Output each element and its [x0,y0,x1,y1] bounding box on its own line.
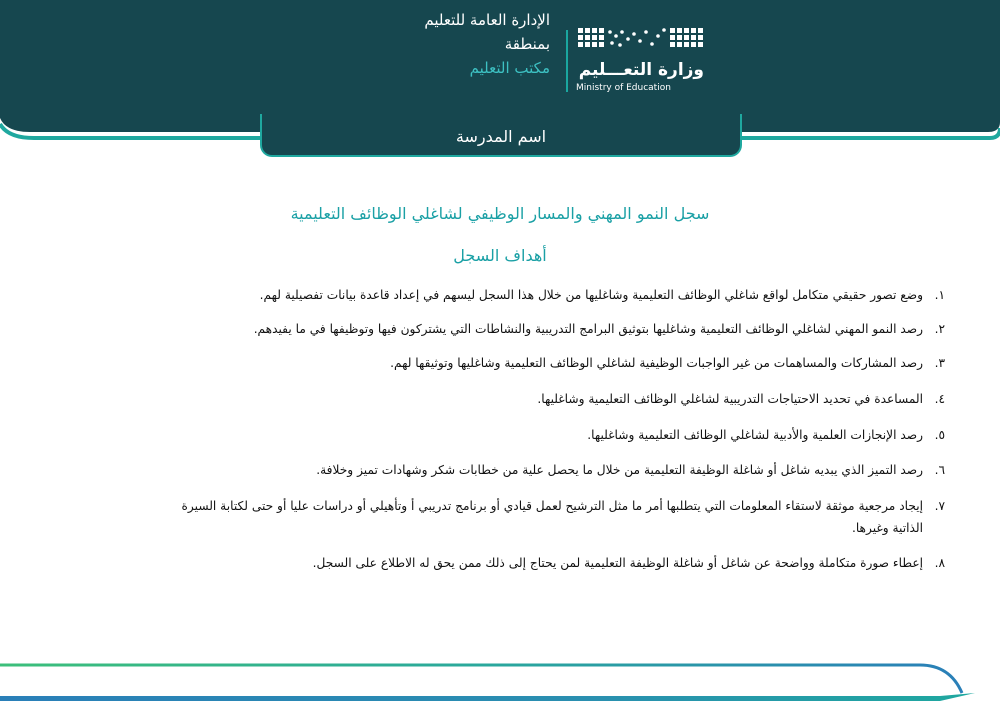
goal-item [160,284,945,306]
school-name-tab [260,114,742,157]
ministry-logo [576,24,704,94]
footer-decoration [0,655,1000,706]
goal-number: ٥. [934,428,945,442]
goal-text: رصد التميز الذي يبديه شاغل أو شاغلة الوظيفة التعليمية من خلال ما يحصل علية من خطابات شكر وشهادات تميز وخلافة. [316,463,923,477]
school-name-label: اسم المدرسة [455,127,547,146]
logo-dots-icon [576,24,704,54]
goal-text: المساعدة في تحديد الاحتياجات التدريبية لشاغلي الوظائف التعليمية وشاغليها. [537,392,923,406]
admin-line-general-directorate: الإدارة العامة للتعليم [424,11,550,29]
goal-item [160,459,945,481]
admin-line-region: بمنطقة [504,35,550,53]
goal-item [160,318,945,340]
goal-text: إيجاد مرجعية موثقة لاستقاء المعلومات التي يتطلبها أمر ما مثل الترشيح لعمل قيادي أو برنامج تدريبي أ وتأهيلي أو دراسات عليا أو حتى لكتابة السيرة الذاتية وغيرها. [181,499,923,535]
goal-text: رصد المشاركات والمساهمات من غير الواجبات الوظيفية لشاغلي الوظائف التعليمية وشاغليها وتوثيقها لهم. [390,356,923,370]
logo-english-text: Ministry of Education [576,83,671,93]
goal-text: وضع تصور حقيقي متكامل لواقع شاغلي الوظائف التعليمية وشاغليها من خلال هذا السجل ليسهم في إعداد قاعدة بيانات تفصيلية لهم. [259,288,923,302]
goal-text: إعطاء صورة متكاملة وواضحة عن شاغل أو شاغلة الوظيفة التعليمية لمن يحتاج إلى ذلك ممن يحق له الاطلاع على السجل. [312,556,923,570]
admin-block [400,8,550,80]
admin-line-office: مكتب التعليم [469,59,550,77]
goal-item [160,388,945,410]
goal-text: رصد الإنجازات العلمية والأدبية لشاغلي الوظائف التعليمية وشاغليها. [587,428,923,442]
document-title: سجل النمو المهني والمسار الوظيفي لشاغلي الوظائف التعليمية [290,204,710,223]
goal-item [160,352,945,374]
goal-number: ٣. [934,356,945,370]
header-divider [566,30,568,92]
goal-number: ٢. [934,322,945,336]
section-title: أهداف السجل [453,246,547,265]
goals-list [160,284,945,574]
goal-item [160,424,945,446]
goal-text: رصد النمو المهني لشاغلي الوظائف التعليمية وشاغليها بتوثيق البرامج التدريبية والنشاطات التي يشتركون فيها وتوظيفها في ما يفيدهم. [253,322,923,336]
goal-number: ٨. [934,556,945,570]
goal-number: ٤. [934,392,945,406]
goal-number: ٦. [934,463,945,477]
goal-number: ١. [934,288,945,302]
goal-item [160,495,945,539]
logo-arabic-text: وزارة التعـــليم [578,60,704,80]
goal-item [160,552,945,574]
goal-number: ٧. [934,499,945,513]
